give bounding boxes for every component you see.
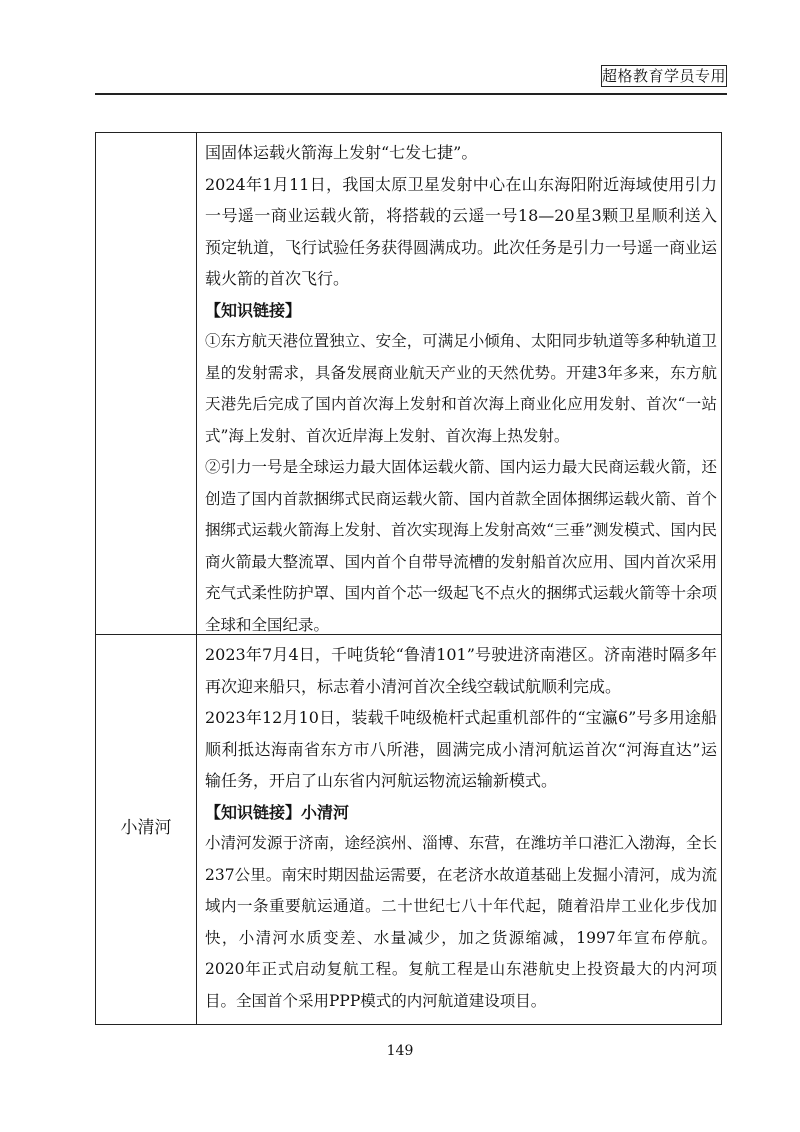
row2-label: 小清河 bbox=[120, 818, 172, 838]
row1-knowledge-1: ①东方航天港位置独立、安全，可满足小倾角、太阳同步轨道等多种轨道卫星的发射需求，具备发展商业航天产业的天然优势。开建3年多来，东方航天港先后完成了国内首次海上发射和首次海上商业化应用发射、首次“一站式”海上发射、首次近岸海上发射、首次海上热发射。 bbox=[205, 332, 717, 445]
row2-knowledge-link-title: 【知识链接】小清河 bbox=[205, 802, 350, 822]
page-number: 149 bbox=[386, 1043, 414, 1059]
row1-content bbox=[205, 137, 717, 641]
content-table bbox=[95, 132, 722, 1025]
row1-knowledge-2: ②引力一号是全球运力最大固体运载火箭、国内运力最大民商运载火箭，还创造了国内首款捆绑式民商运载火箭、国内首款全固体捆绑运载火箭、首个捆绑式运载火箭海上发射、首次实现海上发射高效“三垂”测发模式、国内民商火箭最大整流罩、国内首个自带导流槽的发射船首次应用、国内首次采用充气式柔性防护罩、国内首个芯一级起飞不点火的捆绑式运载火箭等十余项全球和全国纪录。 bbox=[205, 458, 717, 634]
row1-paragraph-1: 国固体运载火箭海上发射“七发七捷”。 bbox=[205, 143, 478, 162]
row1-paragraph-2: 2024年1月11日，我国太原卫星发射中心在山东海阳附近海域使用引力一号遥一商业运载火箭，将搭载的云遥一号18—20星3颗卫星顺利送入预定轨道，飞行试验任务获得圆满成功。此次任务是引力一号遥一商业运载火箭的首次飞行。 bbox=[205, 174, 718, 288]
row2-paragraph-2: 2023年12月10日，装载千吨级桅杆式起重机部件的“宝瀛6”号多用途船顺利抵达海南省东方市八所港，圆满完成小清河航运首次“河海直达”运输任务，开启了山东省内河航运物流运输新模式。 bbox=[205, 708, 717, 790]
header-badge: 超格教育学员专用 bbox=[602, 67, 727, 85]
row2-content bbox=[205, 639, 717, 1017]
row2-knowledge-1: 小清河发源于济南，途经滨州、淄博、东营，在潍坊羊口港汇入渤海，全长237公里。南宋时期因盐运需要，在老济水故道基础上发掘小清河，成为流域内一条重要航运通道。二十世纪七八十年代起，随着沿岸工业化步伐加快，小清河水质变差、水量减少，加之货源缩减，1997年宣布停航。2020年正式启动复航工程。复航工程是山东港航史上投资最大的内河项目。全国首个采用PPP模式的内河航道建设项目。 bbox=[205, 834, 717, 1010]
row1-knowledge-link-title: 【知识链接】 bbox=[205, 300, 302, 320]
header-rule bbox=[95, 93, 727, 95]
column-divider bbox=[196, 133, 197, 1024]
row2-paragraph-1: 2023年7月4日，千吨货轮“鲁清101”号驶进济南港区。济南港时隔多年再次迎来船只，标志着小清河首次全线空载试航顺利完成。 bbox=[205, 645, 717, 696]
